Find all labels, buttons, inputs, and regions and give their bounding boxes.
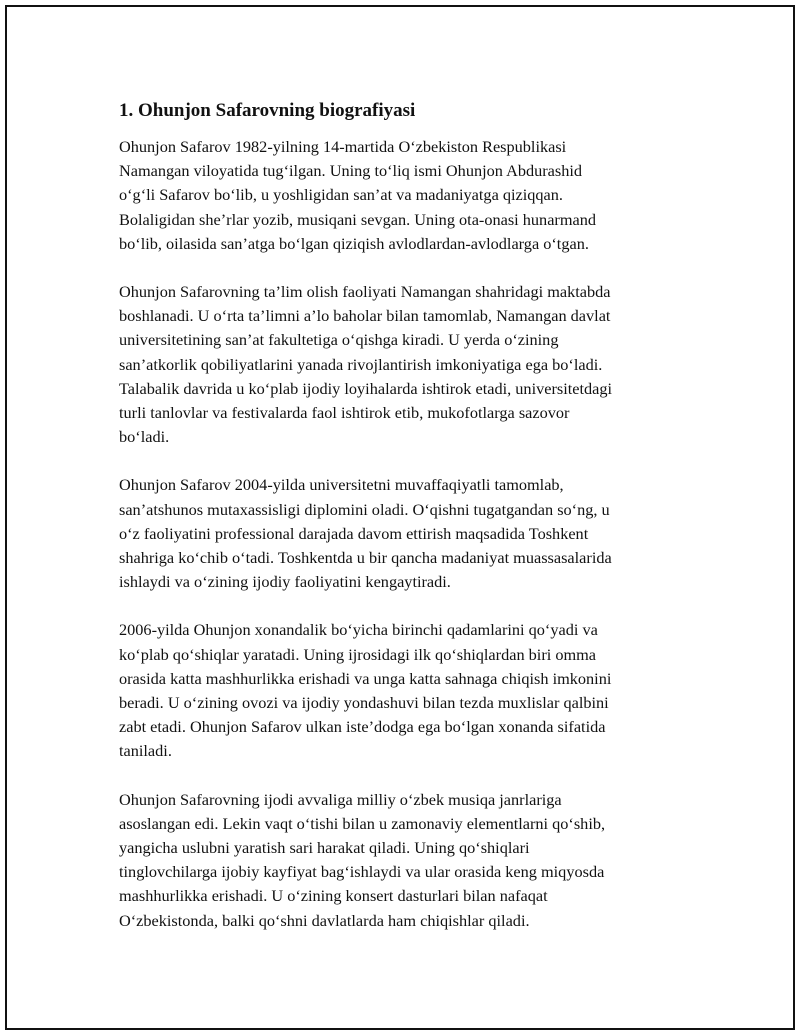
document-body <box>119 99 689 957</box>
page-frame <box>5 5 795 1030</box>
text-line: san’atkorlik qobiliyatlarini yanada rivojlantirish imkoniyatiga ega bo‘ladi. <box>119 354 603 374</box>
document-title: 1. Ohunjon Safarovning biografiyasi <box>119 100 416 121</box>
text-line: Bolaligidan she’rlar yozib, musiqani sevgan. Uning ota-onasi hunarmand <box>119 209 597 229</box>
paragraph <box>119 473 689 594</box>
text-line: shahriga ko‘chib o‘tadi. Toshkentda u bir qancha madaniyat muassasalarida <box>119 548 612 568</box>
text-line: Ohunjon Safarovning ta’lim olish faoliyati Namangan shahridagi maktabda <box>119 282 611 302</box>
text-line: o‘g‘li Safarov bo‘lib, u yoshligidan san’at va madaniyatga qiziqqan. <box>119 185 563 205</box>
text-line: tinglovchilarga ijobiy kayfiyat bag‘ishlaydi va ular orasida keng miqyosda <box>119 862 605 882</box>
text-line: universitetining san’at fakultetiga o‘qishga kiradi. U yerda o‘zining <box>119 330 559 350</box>
paragraph <box>119 280 689 449</box>
text-line: boshlanadi. U o‘rta ta’limni a’lo baholar bilan tamomlab, Namangan davlat <box>119 306 611 326</box>
text-line: Ohunjon Safarov 2004-yilda universitetni muvaffaqiyatli tamomlab, <box>119 475 564 495</box>
text-line: zabt etadi. Ohunjon Safarov ulkan iste’dodga ega bo‘lgan xonanda sifatida <box>119 717 606 737</box>
text-line: Ohunjon Safarovning ijodi avvaliga milliy o‘zbek musiqa janrlariga <box>119 789 562 809</box>
paragraph-list <box>119 135 689 933</box>
paragraph <box>119 618 689 763</box>
text-line: asoslangan edi. Lekin vaqt o‘tishi bilan u zamonaviy elementlarni qo‘shib, <box>119 813 606 833</box>
text-line: san’atshunos mutaxassisligi diplomini oladi. O‘qishni tugatgandan so‘ng, u <box>119 499 610 519</box>
paragraph <box>119 135 689 256</box>
text-line: O‘zbekistonda, balki qo‘shni davlatlarda ham chiqishlar qiladi. <box>119 910 530 930</box>
text-line: ishlaydi va o‘zining ijodiy faoliyatini kengaytiradi. <box>119 572 451 592</box>
text-line: o‘z faoliyatini professional darajada davom ettirish maqsadida Toshkent <box>119 523 589 543</box>
text-line: Talabalik davrida u ko‘plab ijodiy loyihalarda ishtirok etadi, universitetdagi <box>119 378 613 398</box>
text-line: ko‘plab qo‘shiqlar yaratadi. Uning ijrosidagi ilk qo‘shiqlardan biri omma <box>119 644 597 664</box>
text-line: beradi. U o‘zining ovozi va ijodiy yondashuvi bilan tezda muxlislar qalbini <box>119 693 609 713</box>
text-line: taniladi. <box>119 741 172 761</box>
text-line: turli tanlovlar va festivalarda faol ishtirok etib, mukofotlarga sazovor <box>119 403 570 423</box>
text-line: bo‘ladi. <box>119 427 170 447</box>
text-line: orasida katta mashhurlikka erishadi va unga katta sahnaga chiqish imkonini <box>119 668 612 688</box>
paragraph <box>119 788 689 933</box>
text-line: bo‘lib, oilasida san’atga bo‘lgan qiziqish avlodlardan-avlodlarga o‘tgan. <box>119 233 589 253</box>
text-line: 2006-yilda Ohunjon xonandalik bo‘yicha birinchi qadamlarini qo‘yadi va <box>119 620 598 640</box>
text-line: mashhurlikka erishadi. U o‘zining konsert dasturlari bilan nafaqat <box>119 886 548 906</box>
text-line: yangicha uslubni yaratish sari harakat qiladi. Uning qo‘shiqlari <box>119 838 530 858</box>
text-line: Ohunjon Safarov 1982-yilning 14-martida O‘zbekiston Respublikasi <box>119 137 567 156</box>
text-line: Namangan viloyatida tug‘ilgan. Uning to‘liq ismi Ohunjon Abdurashid <box>119 161 583 181</box>
